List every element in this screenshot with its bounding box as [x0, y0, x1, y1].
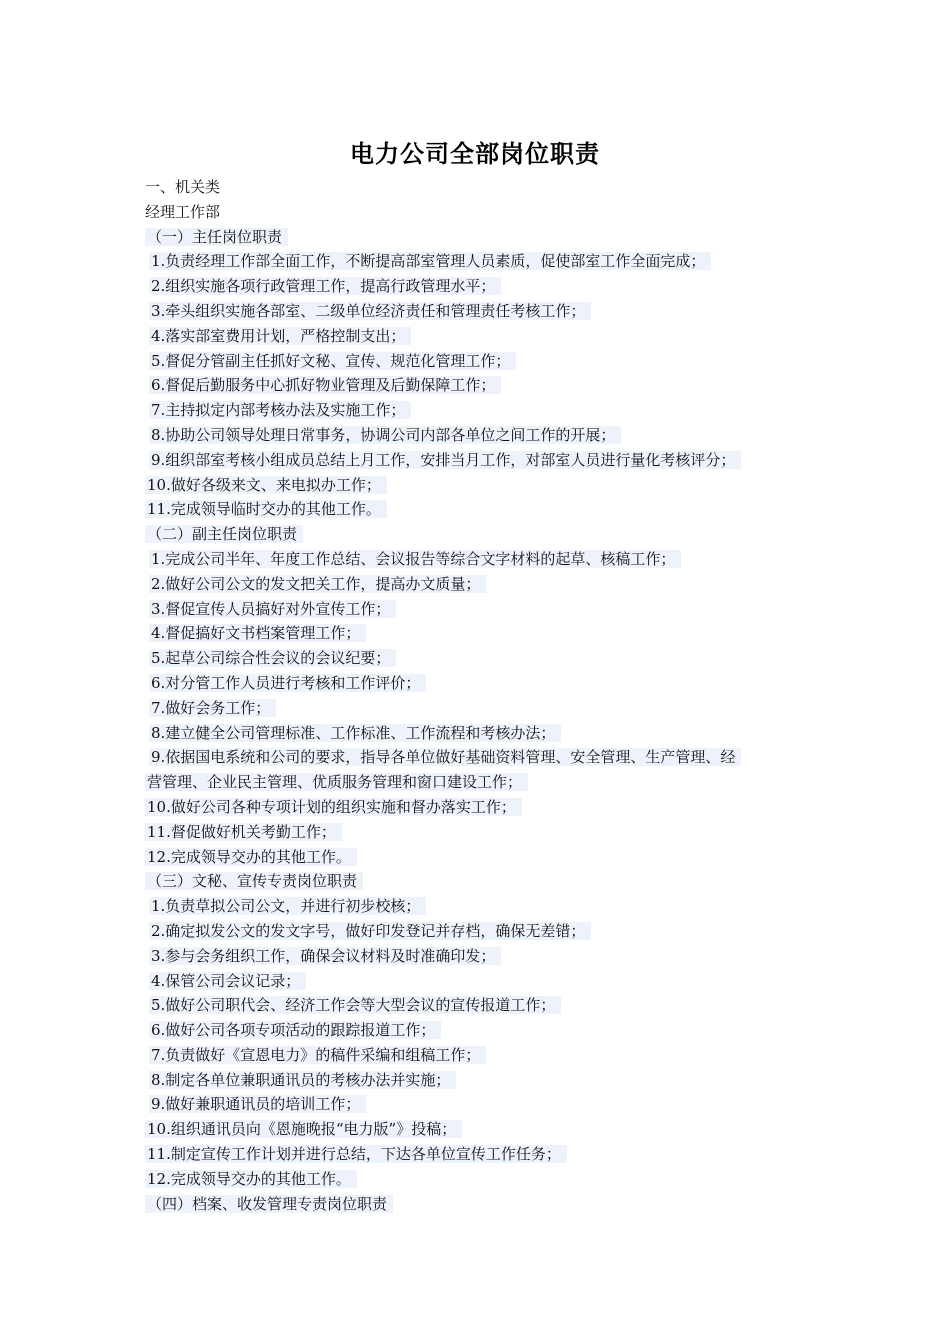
list-item: 5.起草公司综合性会议的会议纪要； — [149, 649, 396, 667]
list-item: 5.做好公司职代会、经济工作会等大型会议的宣传报道工作； — [149, 996, 561, 1014]
list-item: 12.完成领导交办的其他工作。 — [145, 1170, 357, 1188]
list-item: 1.负责草拟公司公文，并进行初步校核； — [149, 897, 426, 915]
list-item: 11.督促做好机关考勤工作； — [145, 823, 342, 841]
list-item: 6.对分管工作人员进行考核和工作评价； — [149, 674, 426, 692]
list-item: 11.制定宣传工作计划并进行总结，下达各单位宣传工作任务； — [145, 1145, 567, 1163]
list-item: 8.协助公司领导处理日常事务，协调公司内部各单位之间工作的开展； — [149, 426, 621, 444]
list-item: 8.制定各单位兼职通讯员的考核办法并实施； — [149, 1071, 456, 1089]
list-item: 8.建立健全公司管理标准、工作标准、工作流程和考核办法； — [149, 724, 561, 742]
list-item: 6.督促后勤服务中心抓好物业管理及后勤保障工作； — [149, 376, 501, 394]
document-title: 电力公司全部岗位职责 — [350, 139, 600, 168]
list-item: 5.督促分管副主任抓好文秘、宣传、规范化管理工作； — [149, 352, 516, 370]
list-item: 3.参与会务组织工作，确保会议材料及时准确印发； — [149, 947, 501, 965]
section-heading: （四）档案、收发管理专责岗位职责 — [145, 1195, 393, 1213]
document-body — [145, 175, 825, 1216]
list-item: 10.做好公司各种专项计划的组织实施和督办落实工作； — [145, 798, 522, 816]
list-item: 2.做好公司公文的发文把关工作，提高办文质量； — [149, 575, 486, 593]
department-heading: 经理工作部 — [145, 202, 221, 221]
list-item: 4.保管公司会议记录； — [149, 972, 306, 990]
list-item: 7.做好会务工作； — [149, 699, 276, 717]
list-item: 6.做好公司各项专项活动的跟踪报道工作； — [149, 1021, 441, 1039]
list-item: 3.督促宣传人员搞好对外宣传工作； — [149, 600, 396, 618]
list-item: 11.完成领导临时交办的其他工作。 — [145, 500, 387, 518]
list-item: 12.完成领导交办的其他工作。 — [145, 848, 357, 866]
list-item: 7.主持拟定内部考核办法及实施工作； — [149, 401, 411, 419]
list-item: 10.做好各级来文、来电拟办工作； — [145, 476, 387, 494]
section-heading: （二）副主任岗位职责 — [145, 525, 303, 543]
list-item: 2.组织实施各项行政管理工作，提高行政管理水平； — [149, 277, 501, 295]
list-item: 9.组织部室考核小组成员总结上月工作，安排当月工作，对部室人员进行量化考核评分； — [149, 451, 741, 469]
list-item: 4.督促搞好文书档案管理工作； — [149, 624, 366, 642]
section-heading: （三）文秘、宣传专责岗位职责 — [145, 872, 363, 890]
category-heading: 一、机关类 — [145, 178, 221, 196]
list-item: 10.组织通讯员向《恩施晚报“电力版”》投稿； — [145, 1120, 462, 1138]
list-item: 1.负责经理工作部全面工作，不断提高部室管理人员素质，促使部室工作全面完成； — [149, 252, 711, 270]
list-item-continuation: 营管理、企业民主管理、优质服务管理和窗口建设工作； — [145, 773, 528, 791]
list-item: 3.牵头组织实施各部室、二级单位经济责任和管理责任考核工作； — [149, 302, 591, 320]
list-item: 7.负责做好《宣恩电力》的稿件采编和组稿工作； — [149, 1046, 486, 1064]
list-item: 1.完成公司半年、年度工作总结、会议报告等综合文字材料的起草、核稿工作； — [149, 550, 681, 568]
section-heading: （一）主任岗位职责 — [145, 228, 288, 246]
list-item: 2.确定拟发公文的发文字号，做好印发登记并存档，确保无差错； — [149, 922, 591, 940]
list-item: 9.依据国电系统和公司的要求，指导各单位做好基础资料管理、安全管理、生产管理、经 — [149, 748, 741, 766]
list-item: 4.落实部室费用计划，严格控制支出； — [149, 327, 411, 345]
list-item: 9.做好兼职通讯员的培训工作； — [149, 1095, 366, 1113]
